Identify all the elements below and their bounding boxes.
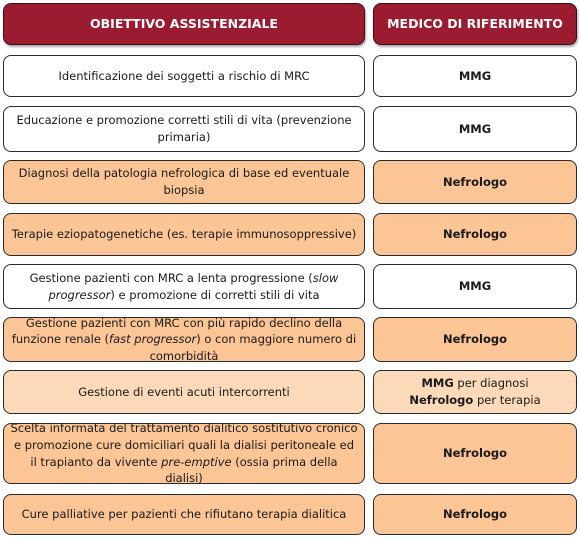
row-doctor [373, 160, 577, 204]
doctor-text: Nefrologo [443, 332, 507, 347]
objective-text [10, 270, 358, 303]
objective-text-part: Scelta informata del trattamento dialitico sostitutivo cronico e promozione cure domiciliari quali la dialisi peritoneale ed il trapianto da vivente [10, 421, 358, 469]
objective-text: Terapie eziopatogenetiche (es. terapie immunosoppressive) [11, 227, 357, 242]
row-objective [3, 106, 365, 152]
row-doctor [373, 264, 577, 309]
row-doctor [373, 317, 577, 362]
doctor-line [409, 392, 540, 409]
row-objective [3, 317, 365, 362]
doctor-rest: per terapia [473, 393, 541, 407]
objective-text: Diagnosi della patologia nefrologica di base ed eventuale biopsia [18, 166, 350, 197]
objective-text: Cure palliative per pazienti che rifiutano terapia dialitica [21, 507, 347, 522]
objective-text [10, 315, 358, 365]
row-doctor [373, 106, 577, 152]
doctor-text: Nefrologo [443, 507, 507, 522]
row-objective [3, 213, 365, 256]
header-objective-label: OBIETTIVO ASSISTENZIALE [90, 15, 278, 31]
doctor-rest: per diagnosi [453, 376, 529, 391]
doctor-text: Nefrologo [443, 174, 507, 189]
header-doctor-label: MEDICO DI RIFERIMENTO [387, 15, 563, 31]
row-doctor [373, 213, 577, 256]
row-doctor [373, 370, 577, 414]
row-objective [3, 370, 365, 414]
objective-text-part: (ossia prima della dialisi) [165, 454, 338, 486]
row-doctor [373, 55, 577, 97]
row-objective [3, 423, 365, 484]
doctor-line [421, 375, 528, 392]
doctor-text: Nefrologo [443, 227, 507, 242]
objective-text: Identificazione dei soggetti a rischio di MRC [58, 68, 310, 83]
objective-text-part: Gestione pazienti con MRC a lenta progressione ( [29, 270, 313, 285]
row-objective [3, 494, 365, 535]
doctor-text: Nefrologo [443, 446, 507, 461]
doctor-text: MMG [458, 279, 492, 294]
objective-text-part: ) o con maggiore numero di comorbidità [149, 332, 357, 363]
objective-text-part: ) e promozione di corretti stili di vita [110, 287, 320, 302]
objective-text: Educazione e promozione corretti stili di vita (prevenzione primaria) [16, 113, 352, 144]
objective-text-italic: slow progressor [48, 270, 339, 302]
doctor-bold: MMG [421, 376, 454, 391]
row-objective [3, 55, 365, 97]
objective-text-part: Gestione pazienti con MRC con più rapido declino della funzione renale ( [11, 315, 343, 347]
row-objective [3, 264, 365, 309]
doctor-text: MMG [458, 121, 492, 136]
header-objective [3, 3, 365, 45]
objective-text-italic: pre-emptive [161, 454, 232, 469]
objective-text-italic: fast progressor [109, 332, 197, 347]
objective-text [10, 420, 358, 487]
objective-text: Gestione di eventi acuti intercorrenti [78, 384, 290, 399]
row-doctor [373, 423, 577, 484]
row-objective [3, 160, 365, 204]
doctor-bold: Nefrologo [409, 393, 474, 407]
doctor-text: MMG [458, 68, 492, 83]
row-doctor [373, 494, 577, 535]
header-doctor [373, 3, 577, 45]
